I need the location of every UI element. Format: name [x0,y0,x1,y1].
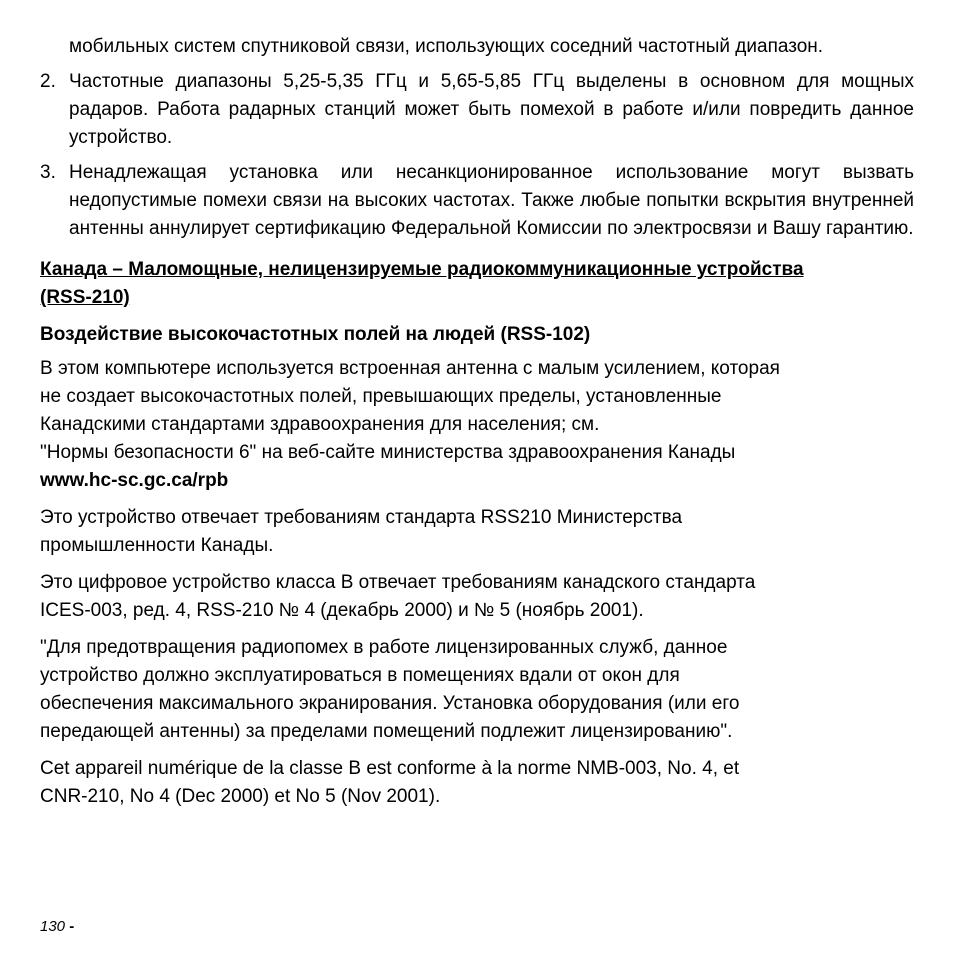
paragraph-french [40,755,914,811]
text-line: Cet appareil numérique de la classe B est conforme à la norme NMB-003, No. 4, et [40,758,740,779]
text-line: CNR-210, No 4 (Dec 2000) et No 5 (Nov 2001). [40,786,441,807]
subheading: Воздействие высокочастотных полей на людей (RSS-102) [40,324,591,345]
page-number: 130 [40,918,66,935]
text-line: "Для предотвращения радиопомех в работе лицензированных служб, данное [40,637,728,658]
text-line: устройство должно эксплуатироваться в помещениях вдали от окон для [40,665,680,686]
footer-separator: - [69,918,75,935]
list-item-text: Ненадлежащая установка или несанкционированное использование могут вызвать недопустимые помехи связи на высоких частотах. Также любые попытки вскрытия внутренней антенны аннулирует сертификацию Федеральной Комиссии по электросвязи и Вашу гарантию. [69,162,914,239]
text-line: В этом компьютере используется встроенная антенна с малым усилением, которая [40,358,780,379]
list-item-text: Частотные диапазоны 5,25-5,35 ГГц и 5,65-5,85 ГГц выделены в основном для мощных радаров. Работа радарных станций может быть помехой в работе и/или повредить данное устройство. [69,71,914,148]
document-page [40,33,914,811]
text-line: Это цифровое устройство класса B отвечает требованиям канадского стандарта [40,572,756,593]
text-line: ICES-003, ред. 4, RSS-210 № 4 (декабрь 2000) и № 5 (ноябрь 2001). [40,600,644,621]
list-item-2 [40,68,914,152]
page-footer [40,917,74,937]
list-continuation-text: мобильных систем спутниковой связи, использующих соседний частотный диапазон. [69,36,824,57]
text-line: Канадскими стандартами здравоохранения для населения; см. [40,414,600,435]
paragraph-interference [40,634,914,746]
text-line: обеспечения максимального экранирования. Установка оборудования (или его [40,693,740,714]
list-item-number: 3. [40,162,56,183]
text-line: промышленности Канады. [40,535,274,556]
text-line: "Нормы безопасности 6" на веб-сайте министерства здравоохранения Канады [40,442,736,463]
paragraph-rss210 [40,504,914,560]
text-line: Это устройство отвечает требованиям стандарта RSS210 Министерства [40,507,683,528]
text-line: передающей антенны) за пределами помещений подлежит лицензированию". [40,721,733,742]
list-item-number: 2. [40,71,56,92]
health-canada-link[interactable]: www.hc-sc.gc.ca/rpb [40,470,229,491]
paragraph-ices003 [40,569,914,625]
paragraph-antenna [40,355,914,495]
section-heading: Канада – Маломощные, нелицензируемые радиокоммуникационные устройства (RSS-210) [40,259,804,308]
text-line: не создает высокочастотных полей, превышающих пределы, установленные [40,386,722,407]
list-item-3 [40,159,914,243]
